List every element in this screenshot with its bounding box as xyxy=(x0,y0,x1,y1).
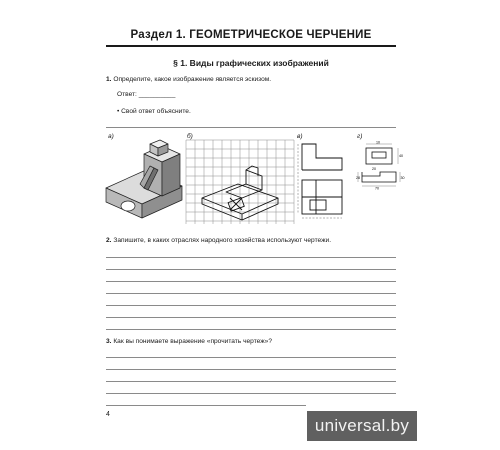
question-2-number: 2. xyxy=(106,237,112,244)
section-title: Раздел 1. ГЕОМЕТРИЧЕСКОЕ ЧЕРЧЕНИЕ xyxy=(130,29,372,41)
figure-g-label: г) xyxy=(357,133,363,140)
answer-line[interactable] xyxy=(106,257,396,258)
figure-a-isometric-drawing xyxy=(104,140,184,225)
figure-v-label: в) xyxy=(297,133,303,140)
question-3-number: 3. xyxy=(106,338,112,345)
answer-line[interactable] xyxy=(106,357,396,358)
figure-g-dim-40: 40 xyxy=(399,154,403,158)
answer-line[interactable] xyxy=(106,281,396,282)
question-1-explain xyxy=(117,108,191,115)
question-1 xyxy=(106,76,271,83)
question-1-answer-label: Ответ: __________ xyxy=(117,91,176,98)
question-2 xyxy=(106,237,331,244)
answer-line[interactable] xyxy=(106,317,396,318)
figure-b-grid-sketch xyxy=(186,140,294,224)
answer-line[interactable] xyxy=(106,269,396,270)
question-3 xyxy=(106,338,272,345)
figure-v-orthographic-views xyxy=(296,140,350,224)
figure-g-dim-28: 28 xyxy=(356,176,360,180)
figure-g-dimensioned-drawing xyxy=(356,140,404,190)
figure-g-dim-30: 30 xyxy=(400,176,405,180)
question-3-text: Как вы понимаете выражение «прочитать чертеж»? xyxy=(113,338,272,345)
answer-line[interactable] xyxy=(106,305,396,306)
answer-line[interactable] xyxy=(106,293,396,294)
answer-line[interactable] xyxy=(106,405,306,406)
watermark-logo: universal.by xyxy=(307,411,417,441)
answer-line[interactable] xyxy=(106,393,396,394)
bullet: • xyxy=(117,108,120,115)
figure-g-dim-70: 70 xyxy=(375,186,379,191)
figure-g-dim-10: 10 xyxy=(376,140,380,145)
title-divider xyxy=(106,45,396,47)
question-2-text: Запишите, в каких отраслях народного хозяйства используют чертежи. xyxy=(113,237,332,244)
figure-b-label: б) xyxy=(187,133,193,140)
figure-g-dim-20: 20 xyxy=(372,167,376,171)
answer-line[interactable] xyxy=(106,381,396,382)
figure-a-label: а) xyxy=(108,133,114,140)
question-1-number: 1. xyxy=(106,76,112,83)
paragraph-title: § 1. Виды графических изображений xyxy=(173,58,329,68)
page-number: 4 xyxy=(106,411,110,418)
answer-line xyxy=(106,127,396,128)
question-1-explain-text: Свой ответ объясните. xyxy=(121,108,191,115)
answer-line[interactable] xyxy=(106,329,396,330)
question-1-text: Определите, какое изображение является эскизом. xyxy=(113,76,272,83)
answer-line[interactable] xyxy=(106,369,396,370)
